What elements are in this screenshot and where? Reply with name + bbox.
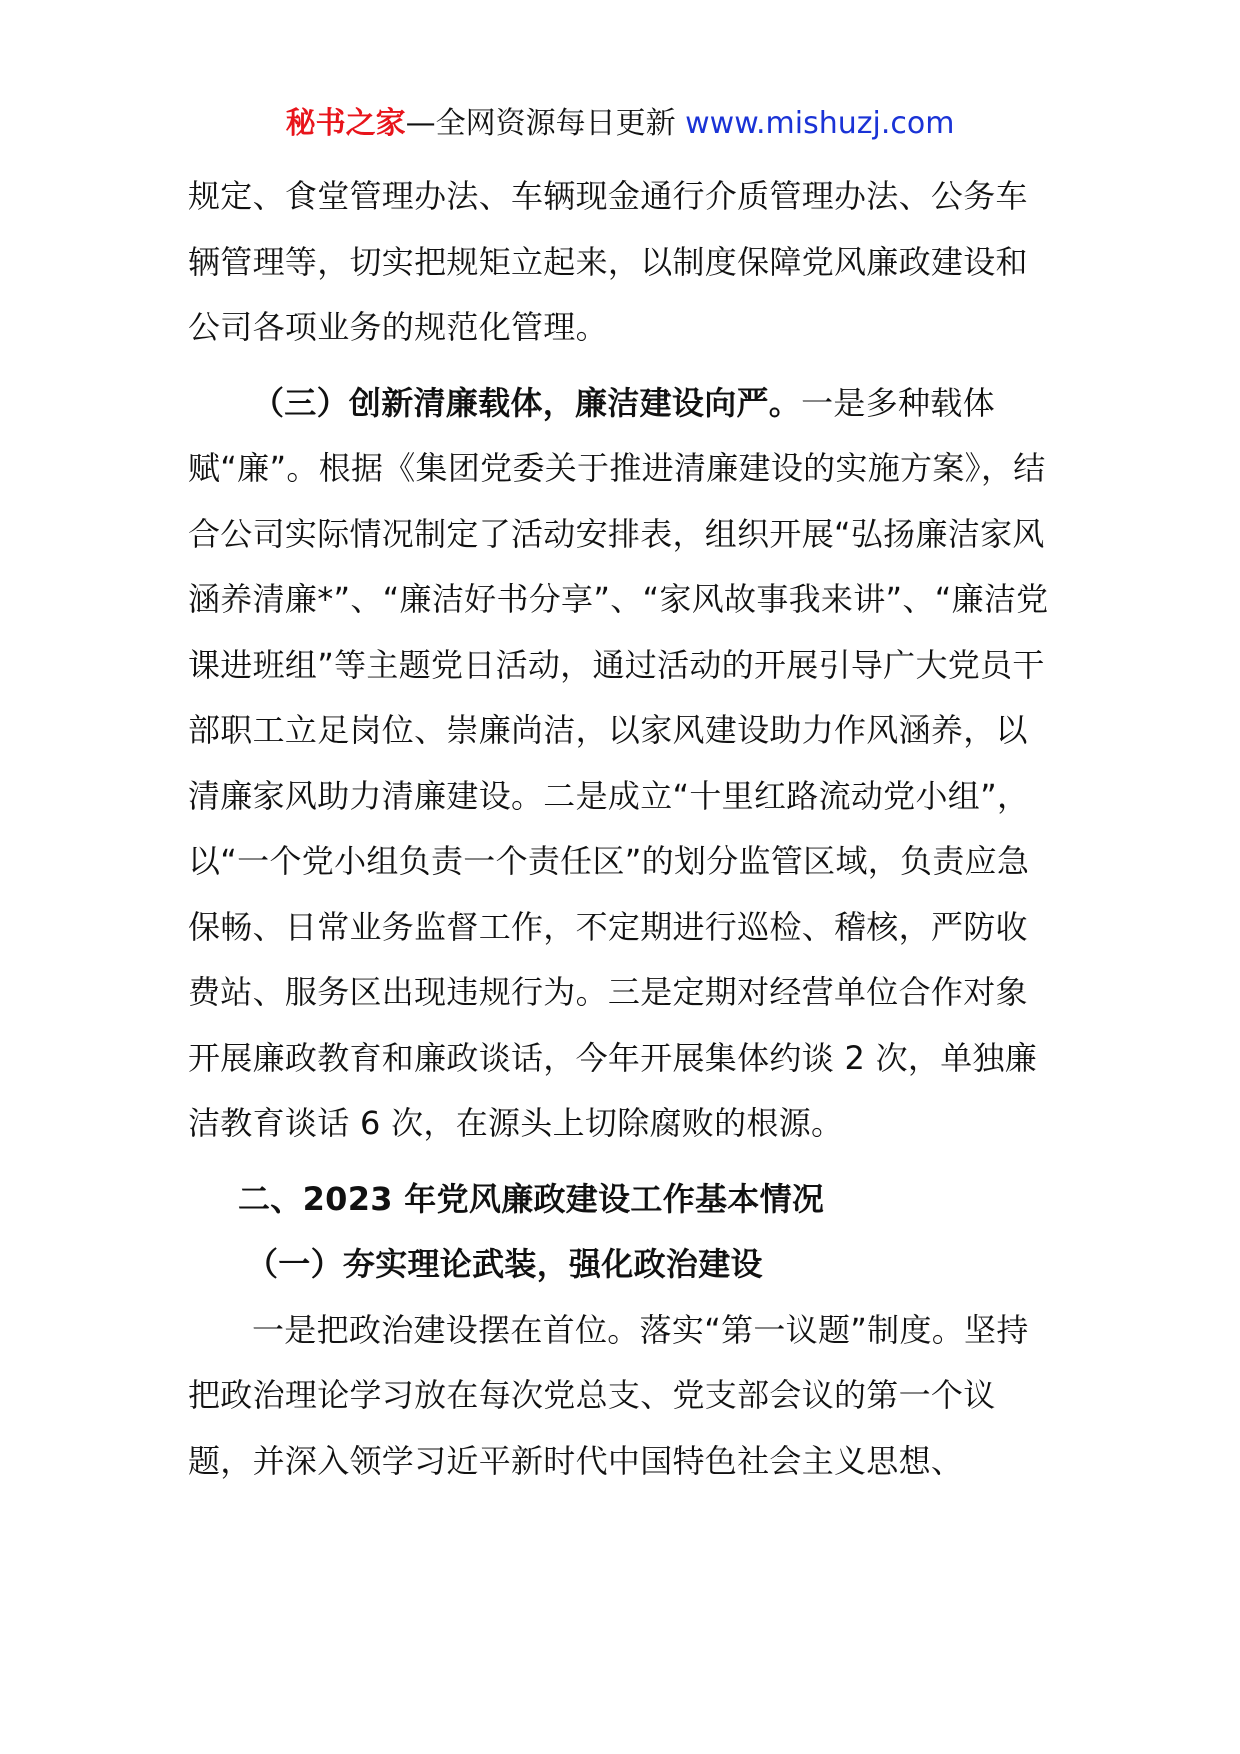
section-heading-2023: 二、2023 年党风廉政建设工作基本情况 [238,1179,825,1218]
paragraph-rules: 规定、食堂管理办法、车辆现金通行介质管理办法、公务车辆管理等，切实把规矩立起来，以制度保障党风廉政建设和公司各项业务的规范化管理。 [188,177,1028,346]
paragraph-heading-bold: （三）创新清廉载体，廉洁建设向严。 [252,383,802,422]
header-brand: 秘书之家 [285,106,406,141]
document-body [188,164,1058,1494]
paragraph-political-building: 一是把政治建设摆在首位。落实“第一议题”制度。坚持把政治理论学习放在每次党总支、党支部会议的第一个议题，并深入领学习近平新时代中国特色社会主义思想、 [188,1310,1029,1480]
paragraph-clean-carrier [188,371,1058,1157]
watermark-header [0,102,1240,146]
paragraph-text: 一是多种载体赋“廉”。根据《集团党委关于推进清廉建设的实施方案》，结合公司实际情况制定了活动安排表，组织开展“弘扬廉洁家风涵养清廉*”、“廉洁好书分享”、“家风故事我来讲”、“廉洁党课进班组”等主题党日活动，通过活动的开展引导广大党员干部职工立足岗位、崇廉尚洁，以家风建设助力作风涵养，以清廉家风助力清廉建设。二是成立“十里红路流动党小组”，以“一个党小组负责一个责任区”的划分监管区域，负责应急保畅、日常业务监督工作，不定期进行巡检、稽核，严防收费站、服务区出现违规行为。三是定期对经营单位合作对象开展廉政教育和廉政谈话，今年开展集体约谈 2 次，单独廉洁教育谈话 6 次，在源头上切除腐败的根源。 [188,383,1049,1142]
subsection-heading-theory: （一）夯实理论武装，强化政治建设 [246,1245,763,1283]
header-tagline: —全网资源每日更新 [405,106,686,141]
header-url[interactable]: www.mishuzj.com [685,106,955,141]
